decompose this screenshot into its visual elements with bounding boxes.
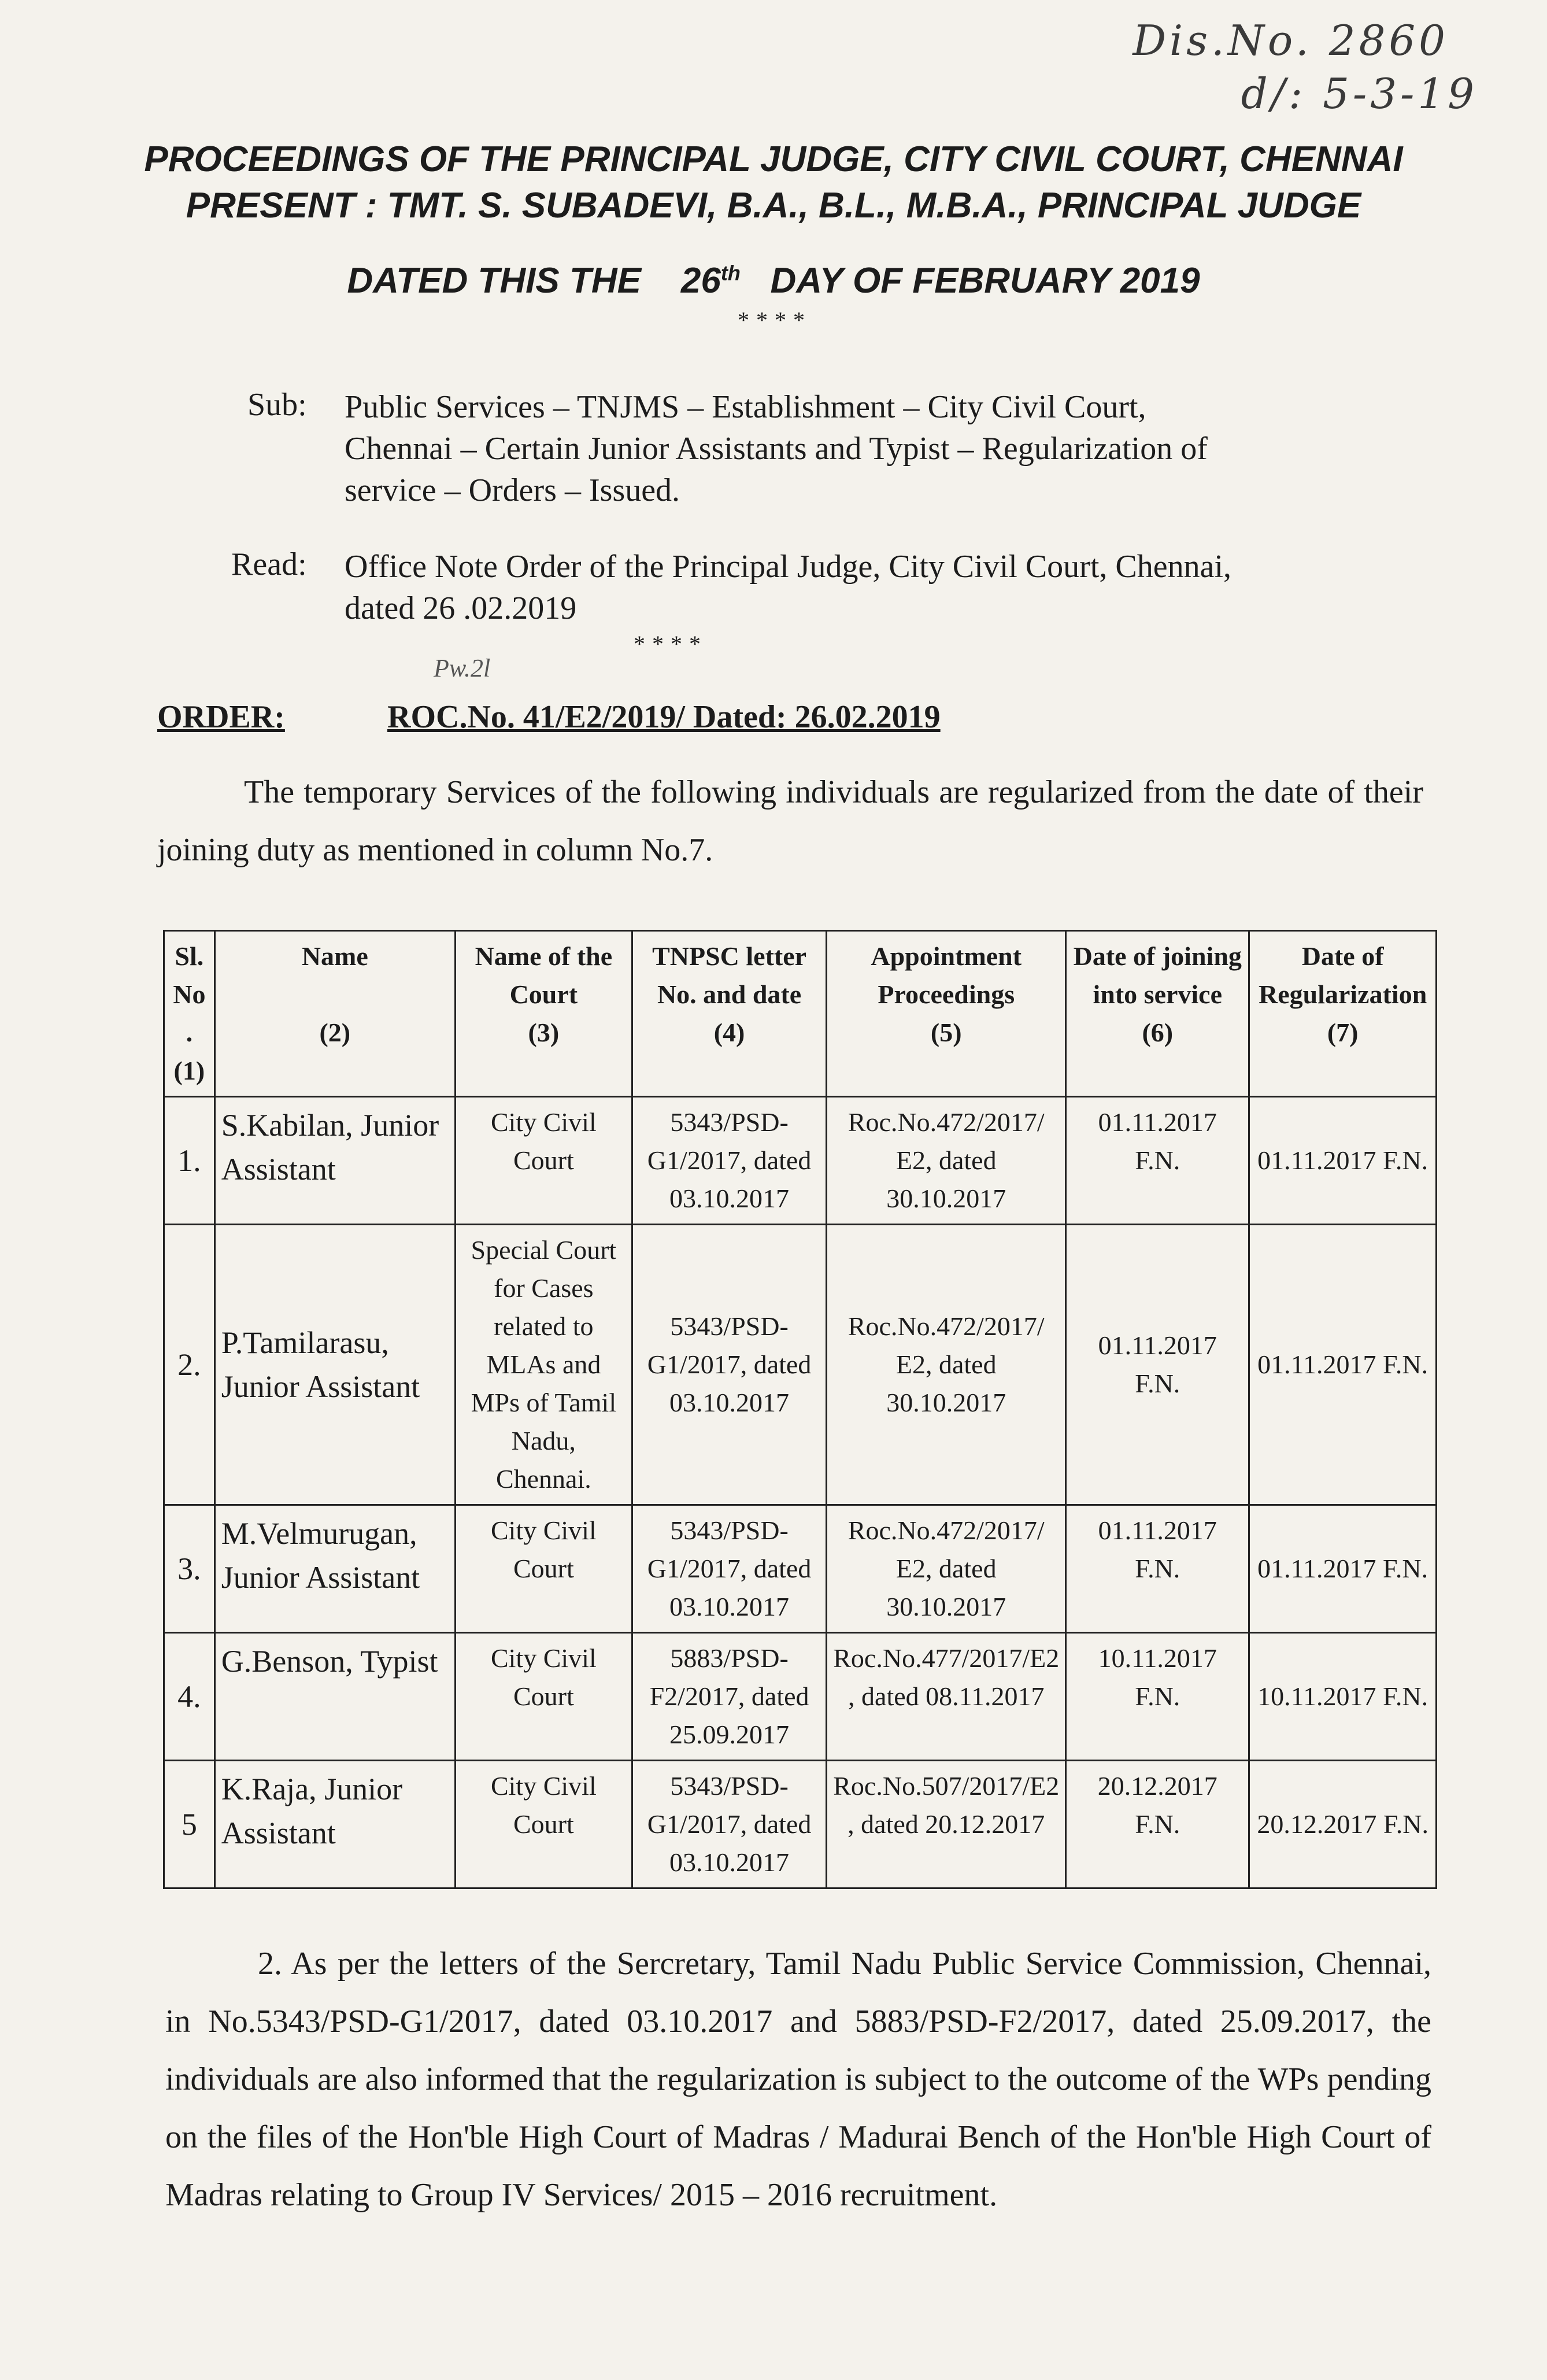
cell-name: K.Raja, Junior Assistant — [214, 1761, 455, 1889]
cell-name: S.Kabilan, Junior Assistant — [214, 1097, 455, 1225]
paragraph-2: 2. As per the letters of the Sercretary, Tamil Nadu Public Service Commission, Chennai, in No.5343/PSD-G1/2017, dated 03.10.2017 and 5883/PSD-F2/2017, dated 25.09.2017, the individuals are also informed that the regularization is subject to the outcome of the WPs pending on the files of the Hon'ble High Court of Madras / Madurai Bench of the Hon'ble High Court of Madras relating to Group IV Services/ 2015 – 2016 recruitment. — [165, 1946, 1431, 2213]
table-row — [164, 1225, 1437, 1505]
handwritten-dispatch-date: d/: 5-3-19 — [1241, 69, 1478, 118]
cell-sl: 2. — [164, 1225, 215, 1505]
read-line1: Office Note Order of the Principal Judge, City Civil Court, Chennai, — [345, 549, 1232, 585]
cell-appointment: Roc.No.472/2017/ E2, dated 30.10.2017 — [827, 1097, 1066, 1225]
col-header-court: Name of the Court (3) — [455, 931, 632, 1097]
cell-appointment: Roc.No.507/2017/E2 , dated 20.12.2017 — [827, 1761, 1066, 1889]
cell-joining: 01.11.2017 F.N. — [1066, 1097, 1249, 1225]
paragraph-1: The temporary Services of the following individuals are regularized from the date of their joining duty as mentioned in column No.7. — [157, 774, 1423, 868]
cell-tnpsc: 5343/PSD-G1/2017, dated 03.10.2017 — [632, 1505, 826, 1633]
cell-sl: 3. — [164, 1505, 215, 1633]
cell-regularization: 20.12.2017 F.N. — [1249, 1761, 1437, 1889]
table-row — [164, 1505, 1437, 1633]
cell-sl: 4. — [164, 1633, 215, 1761]
read-label: Read: — [231, 546, 307, 582]
col-header-joining: Date of joining into service (6) — [1066, 931, 1249, 1097]
cell-court: City Civil Court — [455, 1505, 632, 1633]
cell-name: M.Velmurugan, Junior Assistant — [214, 1505, 455, 1633]
dated-suffix: DAY OF FEBRUARY 2019 — [770, 261, 1200, 301]
table-row — [164, 1761, 1437, 1889]
cell-sl: 1. — [164, 1097, 215, 1225]
dated-day: 26 — [680, 261, 721, 301]
table-header-row — [164, 931, 1437, 1097]
cell-sl: 5 — [164, 1761, 215, 1889]
col-header-regularization: Date of Regularization (7) — [1249, 931, 1437, 1097]
cell-joining: 01.11.2017 F.N. — [1066, 1225, 1249, 1505]
cell-name: P.Tamilarasu, Junior Assistant — [214, 1225, 455, 1505]
handwritten-initial: Pw.2l — [434, 654, 491, 682]
cell-appointment: Roc.No.477/2017/E2 , dated 08.11.2017 — [827, 1633, 1066, 1761]
col-header-appointment: Appointment Proceedings (5) — [827, 931, 1066, 1097]
cell-regularization: 10.11.2017 F.N. — [1249, 1633, 1437, 1761]
header-stars: **** — [738, 307, 812, 333]
order-label: ORDER: — [157, 699, 285, 735]
col-header-sl: Sl. No . (1) — [164, 931, 215, 1097]
sub-text: Public Services – TNJMS – Establishment – City Civil Court, Chennai – Certain Junior Assistants and Typist – Regularization of service – Orders – Issued. — [345, 389, 1208, 508]
cell-court: City Civil Court — [455, 1761, 632, 1889]
table-row — [164, 1097, 1437, 1225]
cell-regularization: 01.11.2017 F.N. — [1249, 1097, 1437, 1225]
cell-court: City Civil Court — [455, 1633, 632, 1761]
cell-joining: 10.11.2017 F.N. — [1066, 1633, 1249, 1761]
cell-regularization: 01.11.2017 F.N. — [1249, 1225, 1437, 1505]
regularization-table — [163, 930, 1437, 1889]
read-line2: dated 26 .02.2019 — [345, 590, 577, 626]
cell-court: Special Court for Cases related to MLAs and MPs of Tamil Nadu, Chennai. — [455, 1225, 632, 1505]
dated-day-suffix: th — [720, 261, 741, 285]
cell-joining: 20.12.2017 F.N. — [1066, 1761, 1249, 1889]
cell-tnpsc: 5343/PSD-G1/2017, dated 03.10.2017 — [632, 1225, 826, 1505]
handwritten-dispatch-number: Dis.No. 2860 — [1133, 16, 1449, 65]
col-header-tnpsc: TNPSC letter No. and date (4) — [632, 931, 826, 1097]
cell-appointment: Roc.No.472/2017/ E2, dated 30.10.2017 — [827, 1225, 1066, 1505]
cell-regularization: 01.11.2017 F.N. — [1249, 1505, 1437, 1633]
order-roc-number: ROC.No. 41/E2/2019/ Dated: 26.02.2019 — [387, 699, 941, 735]
cell-appointment: Roc.No.472/2017/ E2, dated 30.10.2017 — [827, 1505, 1066, 1633]
table-row — [164, 1633, 1437, 1761]
cell-court: City Civil Court — [455, 1097, 632, 1225]
proceedings-title: PROCEEDINGS OF THE PRINCIPAL JUDGE, CITY CIVIL COURT, CHENNAI — [144, 139, 1403, 179]
cell-joining: 01.11.2017 F.N. — [1066, 1505, 1249, 1633]
present-judge: PRESENT : TMT. S. SUBADEVI, B.A., B.L., M.B.A., PRINCIPAL JUDGE — [186, 186, 1361, 226]
cell-tnpsc: 5343/PSD-G1/2017, dated 03.10.2017 — [632, 1097, 826, 1225]
dated-prefix: DATED THIS THE — [347, 261, 641, 301]
read-stars: **** — [634, 631, 708, 657]
dated-line — [0, 260, 1547, 301]
cell-name: G.Benson, Typist — [214, 1633, 455, 1761]
cell-tnpsc: 5883/PSD-F2/2017, dated 25.09.2017 — [632, 1633, 826, 1761]
col-header-name: Name (2) — [214, 931, 455, 1097]
sub-label: Sub: — [247, 387, 307, 423]
cell-tnpsc: 5343/PSD-G1/2017, dated 03.10.2017 — [632, 1761, 826, 1889]
